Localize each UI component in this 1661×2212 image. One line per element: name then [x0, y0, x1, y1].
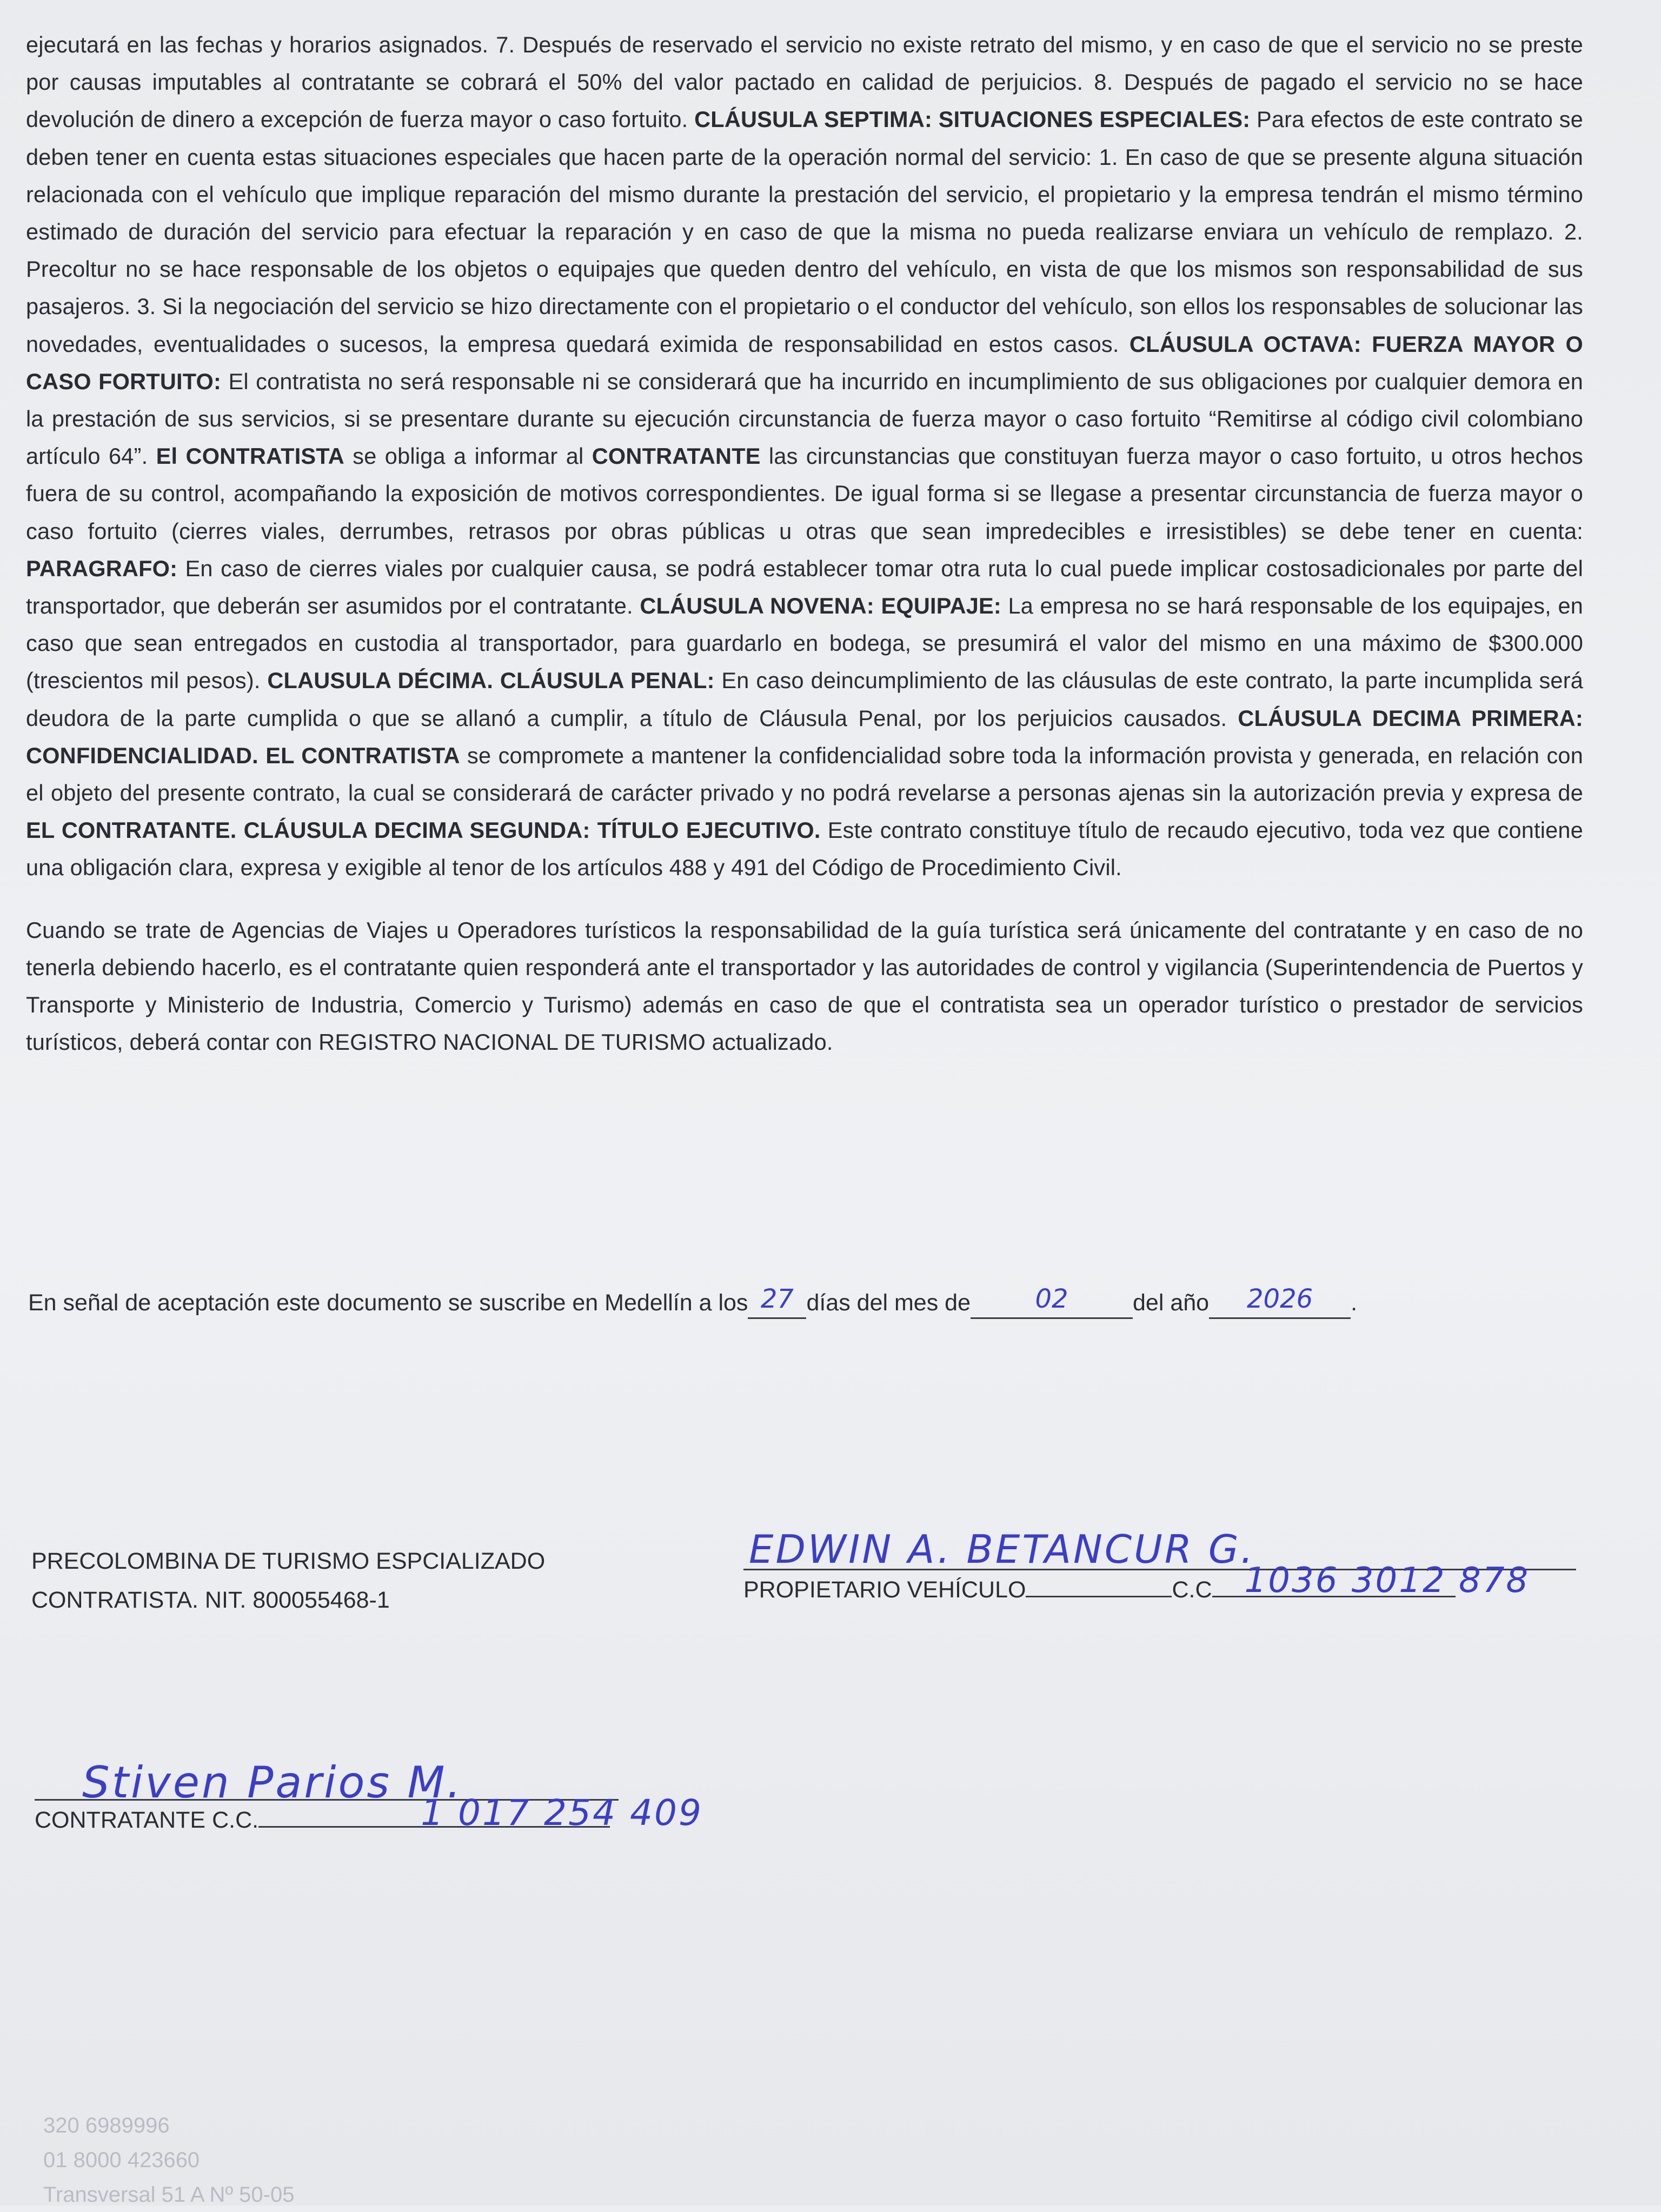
company-name: PRECOLOMBINA DE TURISMO ESPCIALIZADO: [31, 1548, 546, 1574]
company-role: CONTRATISTA. NIT. 800055468-1: [31, 1587, 390, 1613]
clause-heading: EL CONTRATANTE. CLÁUSULA DECIMA SEGUNDA: TÍTULO EJECUTIVO.: [26, 817, 821, 843]
clause-heading: El CONTRATISTA: [156, 443, 344, 469]
client-signature-block: [35, 1751, 703, 1840]
owner-cc-handwritten: 1036 3012 878: [1244, 1561, 1530, 1601]
client-cc-handwritten: 1 017 254 409: [421, 1792, 703, 1834]
clause-text: La empresa no se hará responsable de los equipajes, en caso que sean entregados en custodia al transportador, para guardarlo en bodega, se presumirá el valor del mismo en una máximo de $300.000 (trescientos mil pesos).: [26, 593, 1584, 694]
acceptance-suffix: .: [1351, 1290, 1358, 1316]
clause-heading: CLAUSULA DÉCIMA. CLÁUSULA PENAL:: [267, 668, 715, 694]
travel-agencies-paragraph: Cuando se trate de Agencias de Viajes u Operadores turísticos la responsabilidad de la guía turística será únicamente del contratante y en caso de no tenerla debiendo hacerlo, es el contratante quien responderá ante el transportador y las autoridades de control y vigilancia (Superintendencia de Puertos y Transporte y Ministerio de Industria, Comercio y Turismo) además en caso de que el contratista sea un operador turístico o prestador de servicios turísticos, deberá contar con REGISTRO NACIONAL DE TURISMO actualizado.: [26, 917, 1583, 1055]
year-field: [1209, 1284, 1351, 1319]
owner-signature: EDWIN A. BETANCUR G.: [749, 1527, 1255, 1572]
client-label-row: [35, 1792, 703, 1840]
month-handwritten: 02: [1035, 1284, 1068, 1314]
acceptance-middle: días del mes de: [806, 1290, 971, 1316]
clause-heading: CLÁUSULA NOVENA: EQUIPAJE:: [640, 593, 1001, 619]
client-signature: Stiven Parios M.: [82, 1757, 463, 1808]
year-handwritten: 2026: [1247, 1284, 1313, 1314]
clause-text: En caso de cierres viales por cualquier causa, se podrá establecer tomar otra ruta lo cual puede implicar costosadicionales por parte del transportador, que deberán ser asumidos por el contratante.: [26, 555, 1583, 619]
acceptance-prefix: En señal de aceptación este documento se suscribe en Medellín a los: [28, 1290, 748, 1316]
year-label: del año: [1133, 1290, 1210, 1316]
day-field: [748, 1284, 806, 1319]
clause-text: las circunstancias que constituyan fuerza mayor o caso fortuito, u otros hechos fuera de su control, acompañando la exposición de motivos correspondientes. De igual forma si se llegase a presentar circunstancia de fuerza mayor o caso fortuito (cierres viales, derrumbes, retrasos por obras públicas u otras que sean impredecibles e irresistibles) se debe tener en cuenta:: [26, 443, 1583, 544]
clause-heading: CLÁUSULA SEPTIMA: SITUACIONES ESPECIALES:: [694, 106, 1251, 132]
client-label: CONTRATANTE C.C.: [35, 1807, 259, 1833]
footer-address: Transversal 51 A Nº 50-05: [43, 2183, 295, 2207]
footer-phone-2: 01 8000 423660: [43, 2148, 200, 2172]
owner-label-row: [743, 1561, 1576, 1609]
clause-text: se compromete a mantener la confidencialidad sobre toda la información provista y generada, en relación con el objeto del presente contrato, la cual se considerará de carácter privado y no podrá revelarse a personas ajenas sin la autorización previa y expresa de: [26, 742, 1583, 806]
clause-text: El contratista no será responsable ni se considerará que ha incurrido en incumplimiento de sus obligaciones por cualquier demora en la prestación de sus servicios, si se presentare durante su ejecución circunstancia de fuerza mayor o caso fortuito “Remitirse al código civil colombiano artículo 64”.: [26, 368, 1583, 469]
owner-signature-block: [743, 1527, 1576, 1609]
clause-heading: CLÁUSULA DECIMA PRIMERA: CONFIDENCIALIDAD. EL CONTRATISTA: [26, 705, 1583, 768]
clause-heading: CLÁUSULA OCTAVA: FUERZA MAYOR O CASO FORTUITO:: [26, 331, 1583, 394]
clause-text: ejecutará en las fechas y horarios asignados. 7. Después de reservado el servicio no existe retrato del mismo, y en caso de que el servicio no se preste por causas imputables al contratante se cobrará el 50% del valor pactado en calidad de perjuicios. 8. Después de pagado el servicio no se hace devolución de dinero a excepción de fuerza mayor o caso fortuito.: [26, 32, 1583, 132]
footer-contact: [43, 2108, 294, 2212]
owner-blank-line: [1026, 1572, 1172, 1597]
contractor-signature-block: [31, 1542, 545, 1620]
contract-body: [26, 26, 1583, 1061]
clause-text: Este contrato constituye título de recaudo ejecutivo, toda vez que contiene una obligación clara, expresa y exigible al tenor de los artículos 488 y 491 del Código de Procedimiento Civil.: [26, 817, 1583, 881]
clause-text: se obliga a informar al: [344, 443, 592, 469]
owner-cc-field: [1212, 1561, 1530, 1601]
client-cc-field: [258, 1792, 703, 1834]
clause-heading: PARAGRAFO:: [26, 555, 178, 581]
clause-heading: CONTRATANTE: [592, 443, 761, 469]
clause-text: En caso deincumplimiento de las cláusulas de este contrato, la parte incumplida será deudora de la parte cumplida o que se allanó a cumplir, a título de Cláusula Penal, por los perjuicios causados.: [26, 668, 1583, 731]
owner-label: PROPIETARIO VEHÍCULO: [743, 1577, 1026, 1603]
acceptance-line: [28, 1284, 1596, 1319]
day-handwritten: 27: [760, 1284, 794, 1314]
month-field: [971, 1284, 1133, 1319]
contract-clauses-paragraph: [26, 26, 1583, 887]
owner-cc-label: C.C: [1172, 1577, 1212, 1603]
footer-phone-1: 320 6989996: [43, 2114, 170, 2137]
clause-text: Para efectos de este contrato se deben tener en cuenta estas situaciones especiales que hacen parte de la operación normal del servicio: 1. En caso de que se presente alguna situación relacionada con el vehículo que implique reparación del mismo durante la prestación del servicio, el propietario y la empresa tendrán el mismo término estimado de duración del servicio para efectuar la reparación y en caso de que la misma no pueda realizarse enviara un vehículo de remplazo. 2. Precoltur no se hace responsable de los objetos o equipajes que queden dentro del vehículo, en vista de que los mismos son responsabilidad de sus pasajeros. 3. Si la negociación del servicio se hizo directamente con el propietario o el conductor del vehículo, son ellos los responsables de solucionar las novedades, eventualidades o sucesos, la empresa quedará eximida de responsabilidad en estos casos.: [26, 106, 1583, 357]
